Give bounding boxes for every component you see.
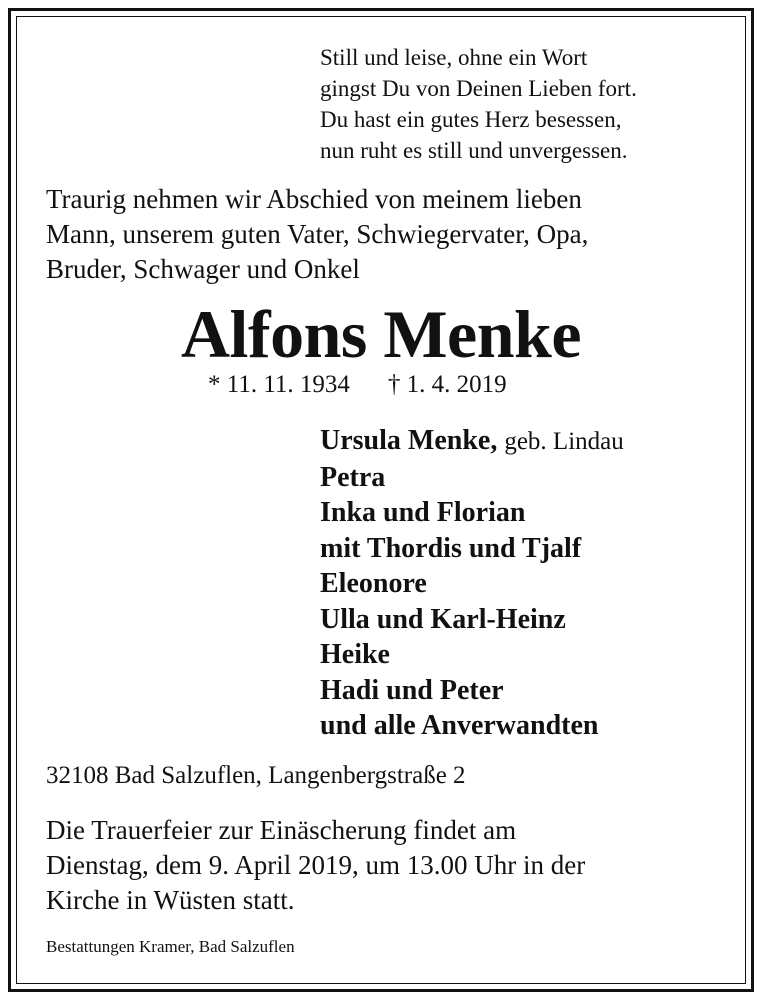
family-member: Petra bbox=[320, 461, 386, 493]
family-list bbox=[320, 423, 624, 744]
service-line: Kirche in Wüsten statt. bbox=[46, 885, 295, 915]
intro-line: Mann, unserem guten Vater, Schwiegervater, Opa, bbox=[46, 219, 589, 249]
undertaker: Bestattungen Kramer, Bad Salzuflen bbox=[46, 937, 295, 956]
deceased-name: Alfons Menke bbox=[180, 296, 582, 372]
family-member: Ulla und Karl-Heinz bbox=[320, 603, 566, 635]
family-member: Heike bbox=[320, 639, 390, 670]
funeral-service-info bbox=[46, 813, 585, 918]
poem-line: nun ruht es still und unvergessen. bbox=[320, 138, 628, 163]
family-member: Eleonore bbox=[320, 568, 427, 599]
service-line: Dienstag, dem 9. April 2019, um 13.00 Uhr in der bbox=[46, 850, 586, 880]
poem-line: Still und leise, ohne ein Wort bbox=[320, 45, 588, 70]
family-member: und alle Anverwandten bbox=[320, 710, 599, 741]
family-member bbox=[320, 423, 624, 460]
intro-line: Bruder, Schwager und Onkel bbox=[46, 254, 360, 284]
address: 32108 Bad Salzuflen, Langenbergstraße 2 bbox=[46, 762, 466, 789]
family-member: Hadi und Peter bbox=[320, 674, 504, 706]
family-member-name: Ursula Menke, bbox=[320, 425, 498, 456]
poem-line: gingst Du von Deinen Lieben fort. bbox=[320, 76, 637, 101]
intro-line: Traurig nehmen wir Abschied von meinem lieben bbox=[46, 184, 582, 214]
family-member: Inka und Florian bbox=[320, 497, 526, 528]
maiden-name: geb. Lindau bbox=[504, 428, 624, 455]
poem bbox=[320, 42, 637, 166]
death-date: † 1. 4. 2019 bbox=[387, 371, 507, 398]
birth-date: * 11. 11. 1934 bbox=[208, 371, 350, 398]
life-dates bbox=[208, 369, 507, 401]
poem-line: Du hast ein gutes Herz besessen, bbox=[320, 107, 622, 132]
service-line: Die Trauerfeier zur Einäscherung findet am bbox=[46, 815, 517, 845]
family-member: mit Thordis und Tjalf bbox=[320, 532, 582, 564]
intro-text bbox=[46, 182, 588, 287]
